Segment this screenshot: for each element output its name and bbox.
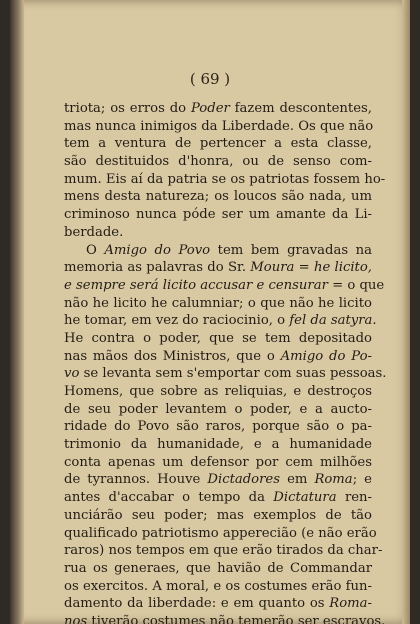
text-line bbox=[64, 224, 372, 242]
text-line bbox=[64, 454, 372, 472]
text-line bbox=[64, 613, 386, 624]
text-line bbox=[64, 542, 383, 560]
text-segment: rua os generaes, que havião de Commandar bbox=[64, 560, 372, 576]
text-segment: O bbox=[86, 242, 105, 258]
italic-text: Roma- bbox=[329, 596, 372, 612]
text-line bbox=[64, 383, 372, 401]
italic-text: Roma bbox=[314, 472, 353, 488]
text-line bbox=[64, 365, 387, 383]
text-segment: Homens, que sobre as reliquias, e destroços bbox=[64, 384, 372, 399]
text-segment: memoria as palavras do Sr. bbox=[64, 260, 251, 276]
text-line bbox=[64, 118, 372, 136]
italic-text: Dictadores bbox=[207, 472, 281, 488]
text-segment: = o que bbox=[327, 277, 385, 293]
text-line bbox=[64, 525, 377, 543]
text-segment: He contra o poder, que se tem depositado bbox=[64, 330, 372, 346]
text-line bbox=[64, 206, 372, 224]
text-segment: em bbox=[280, 472, 315, 488]
text-segment: não he licito he calumniar; o que não he licito bbox=[64, 295, 372, 311]
text-line bbox=[64, 277, 385, 295]
text-segment: he tomar, em vez do raciocinio, o bbox=[64, 313, 290, 329]
italic-text: Dictatura bbox=[273, 490, 337, 506]
text-segment: fazem descontentes, bbox=[229, 101, 372, 116]
text-line bbox=[64, 348, 372, 366]
text-line bbox=[64, 259, 372, 277]
text-line bbox=[64, 188, 372, 206]
text-line bbox=[64, 507, 372, 525]
text-line bbox=[64, 153, 372, 171]
italic-text: fel da satyra. bbox=[289, 313, 377, 329]
text-line bbox=[64, 578, 372, 596]
italic-text: Moura = he licito, bbox=[250, 260, 372, 276]
text-line bbox=[64, 401, 372, 419]
text-segment: ; e bbox=[352, 472, 372, 488]
body-text bbox=[64, 100, 387, 624]
text-segment: são destituidos d'honra, ou de senso com- bbox=[64, 154, 372, 170]
text-segment: mum. Eis aí da patria se os patriotas fossem ho- bbox=[64, 171, 386, 187]
text-line bbox=[64, 489, 372, 507]
text-segment: trimonio da humanidade, e a humanidade bbox=[64, 437, 372, 453]
italic-text: Amigo do Po- bbox=[280, 348, 372, 364]
text-line bbox=[64, 418, 372, 436]
text-segment: conta apenas um defensor por cem milhões bbox=[64, 454, 372, 470]
text-line bbox=[64, 595, 372, 613]
text-line bbox=[64, 560, 372, 578]
italic-text: Amigo do Povo bbox=[104, 242, 211, 258]
text-segment: damento da liberdade: e em quanto os bbox=[64, 596, 330, 612]
italic-text: Poder bbox=[190, 101, 230, 116]
text-segment: ridade do Povo são raros, porque são o pa- bbox=[64, 419, 372, 435]
italic-text: nos bbox=[64, 613, 88, 624]
text-line bbox=[64, 471, 372, 489]
text-line bbox=[64, 330, 372, 348]
text-segment: triota; os erros do bbox=[64, 101, 191, 116]
text-segment: nas mãos dos Ministros, que o bbox=[64, 348, 281, 364]
text-segment: unciárão seu poder; mas exemplos de tão bbox=[64, 507, 372, 523]
text-segment: berdade. bbox=[64, 224, 124, 240]
text-line bbox=[64, 436, 372, 454]
text-line bbox=[64, 295, 372, 313]
text-segment: qualificado patriotismo apperecião (e não erão bbox=[64, 525, 377, 541]
book-binding bbox=[10, 0, 24, 624]
text-segment: de tyrannos. Houve bbox=[64, 472, 208, 488]
text-segment: raros) nos tempos em que erão tirados da char- bbox=[64, 543, 383, 559]
italic-text: vo bbox=[64, 366, 80, 382]
book-page bbox=[10, 0, 410, 624]
text-segment: se levanta sem s'emportar com suas pessoas. bbox=[79, 366, 387, 382]
text-segment: de seu poder levantem o poder, e a aucto- bbox=[64, 401, 372, 417]
page-edge bbox=[402, 0, 410, 624]
text-line bbox=[64, 171, 386, 189]
text-segment: os exercitos. A moral, e os costumes erão fun- bbox=[64, 578, 372, 594]
text-line bbox=[64, 135, 372, 153]
text-line bbox=[64, 312, 377, 330]
text-segment: mens desta natureza; os loucos são nada, um bbox=[64, 189, 372, 205]
text-line bbox=[64, 242, 372, 260]
text-segment: ren- bbox=[336, 490, 372, 506]
text-segment: tem a ventura de pertencer a esta classe, bbox=[64, 136, 372, 152]
text-segment: criminoso nunca póde ser um amante da Li- bbox=[64, 207, 372, 223]
italic-text: e sempre será licito accusar e censurar bbox=[64, 277, 328, 293]
text-segment: antes d'accabar o tempo da bbox=[64, 490, 274, 506]
text-segment: tiverão costumes não temerão ser escravos. bbox=[87, 613, 386, 624]
text-line bbox=[64, 100, 372, 118]
text-segment: tem bem gravadas na bbox=[210, 242, 372, 258]
page-number: ( 69 ) bbox=[189, 70, 231, 88]
text-segment: mas nunca inimigos da Liberdade. Os que não bbox=[64, 118, 374, 134]
